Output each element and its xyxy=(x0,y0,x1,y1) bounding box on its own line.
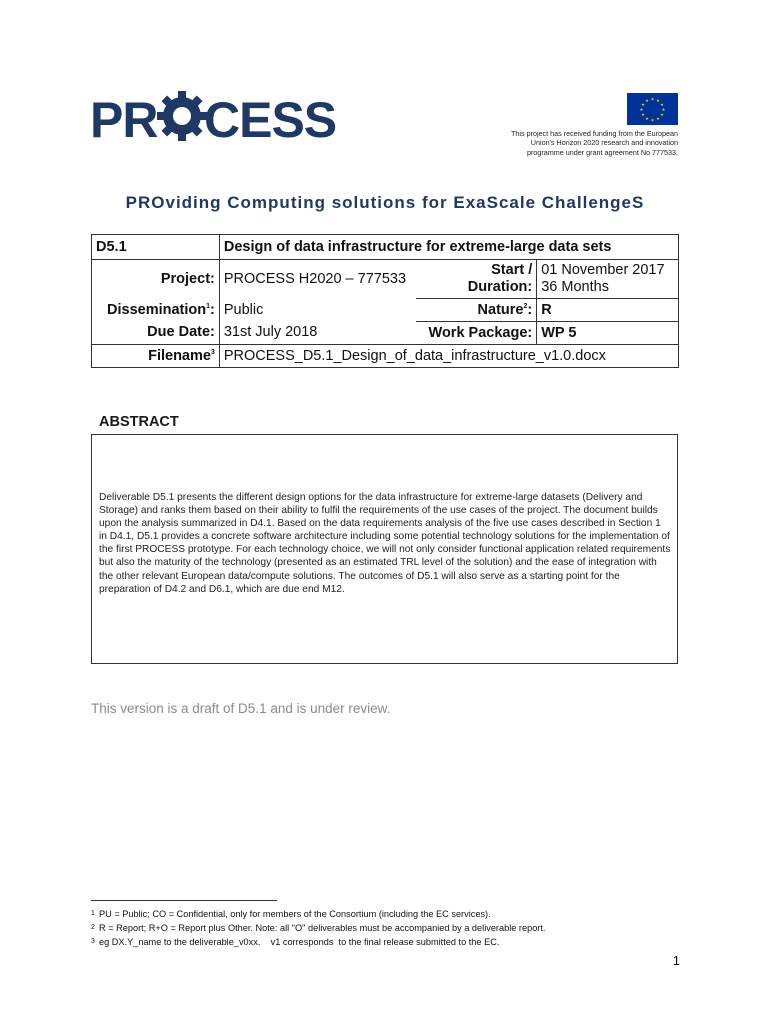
deliverable-title: Design of data infrastructure for extreme-large data sets xyxy=(219,235,678,260)
duration-label: Duration: xyxy=(467,279,533,295)
footnote-number: 1 xyxy=(91,910,95,917)
svg-text:★: ★ xyxy=(641,112,645,117)
svg-text:★: ★ xyxy=(639,107,644,112)
footnote-text: R = Report; R+O = Report plus Other. Note: all "O" deliverables must be accompanied by a deliverable report. xyxy=(99,923,546,933)
footnote-ref: 2 xyxy=(523,302,528,310)
abstract-body: Deliverable D5.1 presents the different design options for the data infrastructure for extreme-large datasets (Delivery and Storage) and ranks them based on their ability to fulfil the requirements of the use cases of the project. The document builds upon the analysis summarized in D4.1. Based on the data requirements analysis of the five use cases described in Section 1 in D4.1, D5.1 provides a concrete software architecture including some potential technology solutions for the implementation of the first PROCESS prototype. For each technology choice, we will not only consider functional application related requirements but also the maturity of the technology (presented as an estimated TRL level of the solution) and the ease of integration with the other relevant European data/compute solutions. The outcomes of D5.1 will also serve as a starting point for the preparation of D4.2 and D6.1, which are due end M12. xyxy=(99,492,671,595)
svg-text:★: ★ xyxy=(660,102,664,107)
abstract-heading: ABSTRACT xyxy=(99,414,179,430)
footnote-number: 3 xyxy=(91,938,95,945)
svg-text:★: ★ xyxy=(645,116,649,121)
dissemination-label: Dissemination xyxy=(107,301,207,318)
svg-text:★: ★ xyxy=(660,112,664,117)
funding-line: This project has received funding from the European xyxy=(510,129,678,138)
svg-text:★: ★ xyxy=(656,116,660,121)
deliverable-id: D5.1 xyxy=(92,235,220,260)
funding-statement xyxy=(448,129,678,157)
process-logo xyxy=(90,92,337,148)
footnote-number: 2 xyxy=(91,924,95,931)
project-label: Project: xyxy=(92,260,220,299)
project-title: PROviding Computing solutions for ExaScale ChallengeS xyxy=(125,193,645,212)
filename-label-cell xyxy=(92,345,220,368)
abstract-box xyxy=(91,434,678,664)
svg-text:★: ★ xyxy=(661,107,666,112)
draft-note: This version is a draft of D5.1 and is under review. xyxy=(91,701,391,716)
footnote-ref: 1 xyxy=(206,302,211,310)
nature-label-cell: Nature$^2$: xyxy=(416,299,537,322)
page-number: 1 xyxy=(672,953,680,968)
footnote xyxy=(91,936,499,948)
svg-text:PR: PR xyxy=(90,92,158,148)
start-duration-value xyxy=(537,260,679,299)
nature-label: Nature xyxy=(477,301,524,318)
footnote-divider xyxy=(91,900,277,901)
funding-line: programme under grant agreement No 777533. xyxy=(526,147,678,157)
dissemination-label-cell: Dissemination$^1$: xyxy=(92,299,220,322)
work-package-label: Work Package: xyxy=(416,322,537,345)
footnote xyxy=(91,922,545,934)
svg-text:★: ★ xyxy=(641,102,645,107)
start-label: Start / xyxy=(491,262,533,278)
footnote-text: PU = Public; CO = Confidential, only for members of the Consortium (including the EC services). xyxy=(99,909,491,919)
filename-label: Filename xyxy=(148,347,211,364)
start-value: 01 November 2017 xyxy=(541,262,665,278)
start-duration-label xyxy=(416,260,537,299)
svg-text:CESS: CESS xyxy=(204,92,337,148)
footnote-text: eg DX.Y_name to the deliverable_v0xx. v1 corresponds to the final release submitted to the EC. xyxy=(99,937,500,947)
svg-text:★: ★ xyxy=(650,117,655,123)
deliverable-meta-table xyxy=(91,234,679,368)
svg-text:★: ★ xyxy=(645,98,649,103)
nature-value: R xyxy=(537,299,679,322)
footnote-ref: 3 xyxy=(210,348,215,356)
dissemination-value: Public xyxy=(219,299,416,322)
work-package-value: WP 5 xyxy=(537,322,679,345)
svg-text:★: ★ xyxy=(650,96,655,102)
eu-flag-icon xyxy=(627,93,678,125)
funding-line: Union's Horizon 2020 research and innovation xyxy=(530,138,678,148)
svg-text:★: ★ xyxy=(656,98,660,103)
filename-value: PROCESS_D5.1_Design_of_data_infrastructure_v1.0.docx xyxy=(219,345,678,368)
duration-value: 36 Months xyxy=(541,279,609,295)
due-date-value: 31st July 2018 xyxy=(219,322,416,345)
due-date-label: Due Date: xyxy=(92,322,220,345)
footnote xyxy=(91,908,491,920)
project-value: PROCESS H2020 – 777533 xyxy=(219,260,416,299)
